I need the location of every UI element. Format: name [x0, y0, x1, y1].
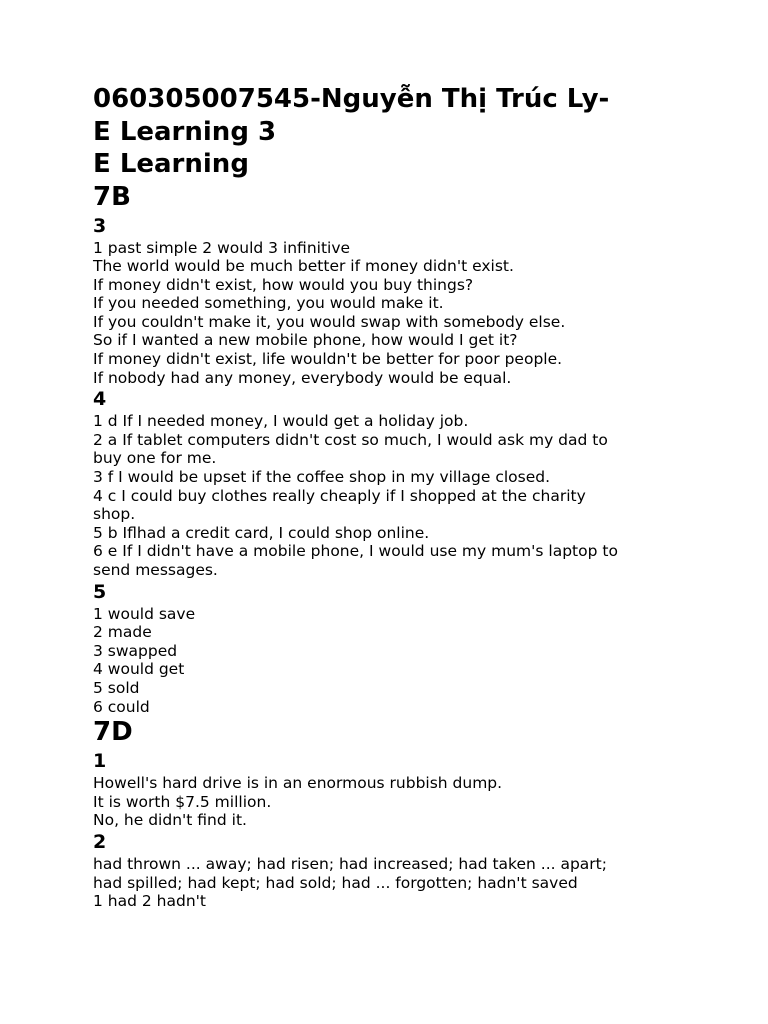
answer-line: 6 could [93, 697, 150, 716]
answer-line: 5 sold [93, 678, 140, 697]
document-title [93, 83, 768, 181]
answer-line: If you couldn't make it, you would swap with somebody else. [93, 312, 566, 331]
answer-line: 3 swapped [93, 641, 178, 660]
exercise-7b-3-answers [93, 239, 768, 388]
exercise-7d-1-answers [93, 774, 768, 830]
answer-line: So if I wanted a new mobile phone, how would I get it? [93, 331, 518, 350]
exercise-7b-5-answers [93, 605, 768, 717]
answer-line: buy one for me. [93, 449, 217, 468]
exercise-7d-2-heading: 2 [93, 830, 107, 853]
exercise-7d-2-answers [93, 855, 768, 911]
title-line-1: 060305007545-Nguyễn Thị Trúc Ly- [93, 84, 610, 114]
answer-line: 2 made [93, 623, 152, 642]
title-line-2: E Learning 3 [93, 116, 277, 147]
answer-line: Howell's hard drive is in an enormous rubbish dump. [93, 774, 503, 793]
answer-line: 5 b Iflhad a credit card, I could shop online. [93, 523, 430, 542]
answer-line: 4 would get [93, 660, 185, 679]
answer-line: If nobody had any money, everybody would be equal. [93, 368, 512, 387]
answer-line: The world would be much better if money didn't exist. [93, 257, 514, 276]
answer-line: had thrown ... away; had risen; had increased; had taken ... apart; [93, 854, 607, 873]
answer-line: If you needed something, you would make it. [93, 294, 444, 313]
answer-line: It is worth $7.5 million. [93, 792, 272, 811]
exercise-7b-3-heading: 3 [93, 214, 107, 237]
exercise-7b-4-heading: 4 [93, 388, 107, 411]
exercise-7b-4-answers [93, 412, 768, 579]
answer-line: 6 e If I didn't have a mobile phone, I would use my mum's laptop to [93, 542, 618, 561]
answer-line: 1 would save [93, 604, 196, 623]
answer-line: send messages. [93, 561, 218, 579]
unit-7b-heading: 7B [93, 181, 131, 212]
answer-line: 2 a If tablet computers didn't cost so much, I would ask my dad to [93, 430, 608, 449]
answer-line: No, he didn't find it. [93, 811, 247, 830]
unit-7d-heading: 7D [93, 717, 133, 748]
exercise-7b-5-heading: 5 [93, 580, 107, 603]
answer-line: shop. [93, 505, 136, 524]
answer-line: If money didn't exist, life wouldn't be better for poor people. [93, 350, 563, 369]
answer-line: 3 f I would be upset if the coffee shop in my village closed. [93, 468, 551, 487]
title-line-3: E Learning [93, 149, 249, 179]
answer-line: 1 had 2 hadn't [93, 892, 206, 911]
answer-line: 4 c I could buy clothes really cheaply if I shopped at the charity [93, 486, 586, 505]
answer-line: 1 d If I needed money, I would get a holiday job. [93, 412, 469, 431]
answer-line: had spilled; had kept; had sold; had ... forgotten; hadn't saved [93, 873, 578, 892]
answer-line: If money didn't exist, how would you buy things? [93, 275, 474, 294]
answer-line: 1 past simple 2 would 3 infinitive [93, 238, 351, 257]
exercise-7d-1-heading: 1 [93, 750, 107, 773]
